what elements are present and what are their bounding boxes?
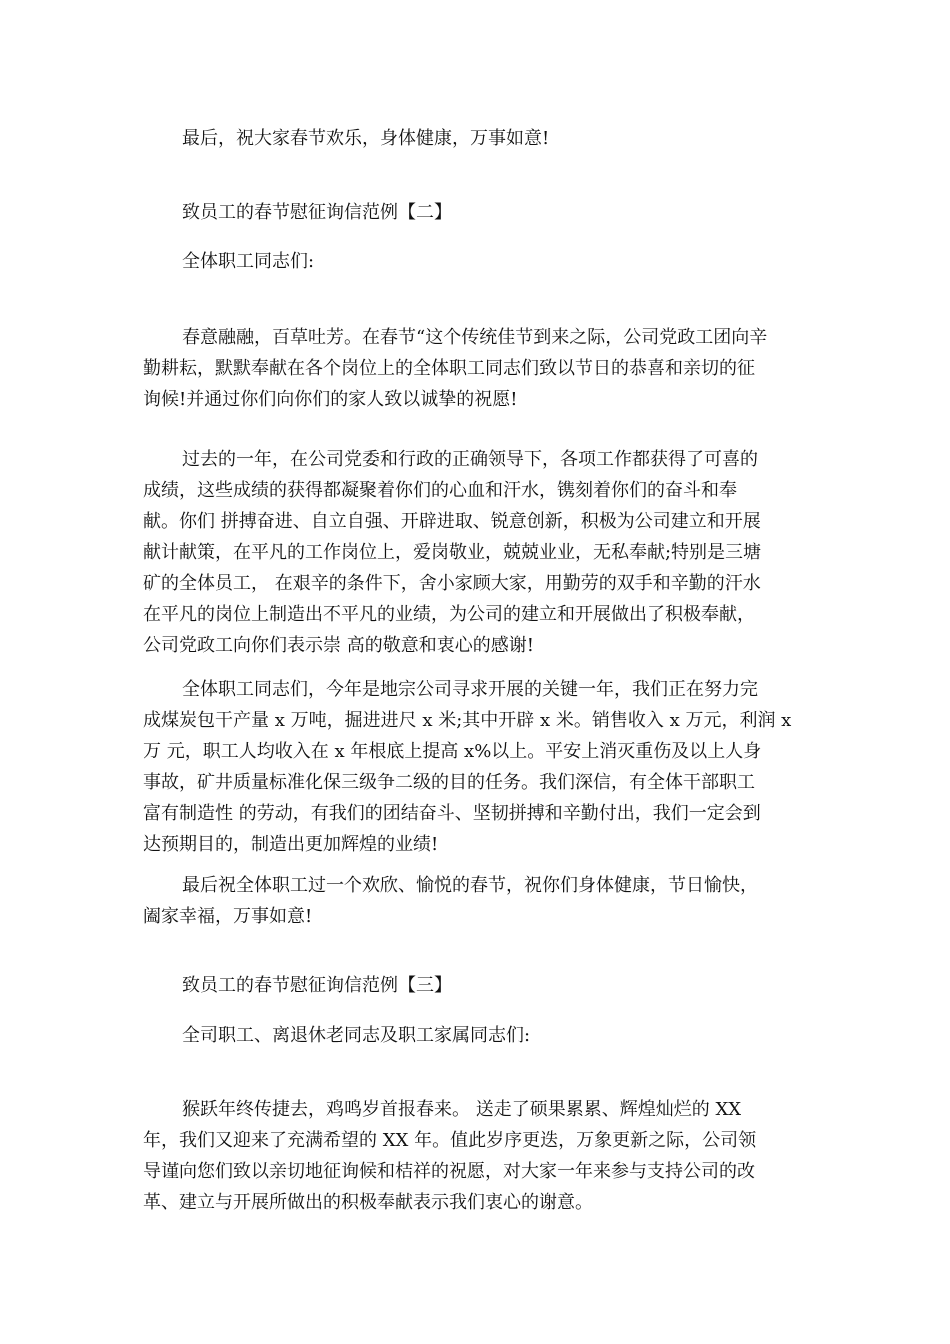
paragraph-line: 询候!并通过你们向你们的家人致以诚挚的祝愿! [143, 389, 518, 410]
paragraph-line: 春意融融，百草吐芳。在春节“这个传统佳节到来之际，公司党政工团向辛 [182, 327, 768, 348]
paragraph-line: 导谨向您们致以亲切地征询候和桔祥的祝愿，对大家一年来参与支持公司的改 [143, 1161, 755, 1182]
paragraph-line: 最后祝全体职工过一个欢欣、愉悦的春节，祝你们身体健康，节日愉快， [182, 875, 758, 896]
paragraph-line: 过去的一年，在公司党委和行政的正确领导下，各项工作都获得了可喜的 [182, 449, 758, 470]
paragraph-line: 全体职工同志们，今年是地宗公司寻求开展的关键一年，我们正在努力完 [182, 679, 758, 700]
paragraph-line: 猴跃年终传捷去，鸡鸣岁首报春来。 送走了硕果累累、辉煌灿烂的 XX [182, 1099, 742, 1120]
salutation-2: 全体职工同志们: [182, 251, 315, 272]
paragraph-line: 成绩，这些成绩的获得都凝聚着你们的心血和汗水，镌刻着你们的奋斗和奉 [143, 480, 737, 501]
paragraph-line: 阖家幸福，万事如意! [143, 906, 313, 927]
paragraph-line: 勤耕耘，默默奉献在各个岗位上的全体职工同志们致以节日的恭喜和亲切的征 [143, 358, 755, 379]
paragraph-line: 事故，矿井质量标准化保三级争二级的目的任务。我们深信，有全体干部职工 [143, 772, 755, 793]
section-heading-3: 致员工的春节慰征询信范例【三】 [182, 975, 452, 996]
paragraph-line: 矿的全体员工， 在艰辛的条件下，舍小家顾大家，用勤劳的双手和辛勤的汗水 [143, 573, 761, 594]
section-heading-2: 致员工的春节慰征询信范例【二】 [182, 202, 452, 223]
salutation-3: 全司职工、离退休老同志及职工家属同志们: [182, 1025, 531, 1046]
paragraph-line: 万 元，职工人均收入在 x 年根底上提高 x%以上。平安上消灭重伤及以上人身 [143, 741, 762, 762]
paragraph-line: 在平凡的岗位上制造出不平凡的业绩，为公司的建立和开展做出了积极奉献， [143, 604, 755, 625]
paragraph-line: 富有制造性 的劳动，有我们的团结奋斗、坚韧拼搏和辛勤付出，我们一定会到 [143, 803, 761, 824]
paragraph-line: 献。你们 拼搏奋进、自立自强、开辟进取、锐意创新，积极为公司建立和开展 [143, 511, 761, 532]
paragraph-line: 献计献策，在平凡的工作岗位上，爱岗敬业，兢兢业业，无私奉献;特别是三塘 [143, 542, 762, 563]
closing-line: 最后，祝大家春节欢乐，身体健康，万事如意! [182, 128, 550, 149]
paragraph-line: 革、建立与开展所做出的积极奉献表示我们衷心的谢意。 [143, 1192, 593, 1213]
paragraph-line: 达预期目的，制造出更加辉煌的业绩! [143, 834, 439, 855]
paragraph-line: 公司党政工向你们表示崇 高的敬意和衷心的感谢! [143, 635, 534, 656]
paragraph-line: 年，我们又迎来了充满希望的 XX 年。值此岁序更迭，万象更新之际，公司领 [143, 1130, 757, 1151]
paragraph-line: 成煤炭包干产量 x 万吨，掘进进尺 x 米;其中开辟 x 米。销售收入 x 万元，利润 x [143, 710, 792, 731]
